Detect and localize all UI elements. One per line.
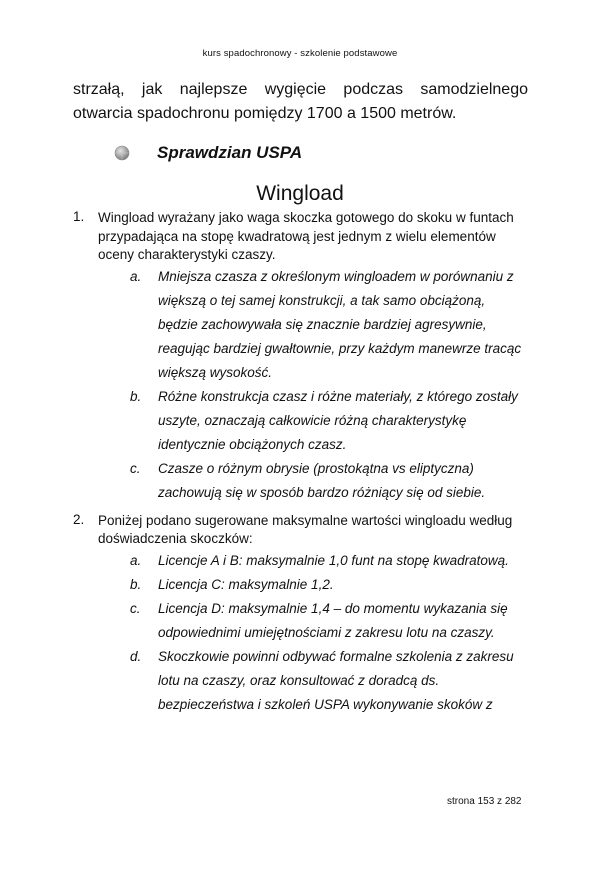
- sub-item-letter: c.: [130, 600, 141, 616]
- list-item-number: 1.: [73, 209, 85, 224]
- sub-list: [130, 265, 528, 505]
- list-item-number: 2.: [73, 511, 85, 527]
- sub-list-item: [130, 645, 528, 717]
- page-number: strona 153 z 282: [447, 796, 522, 807]
- sub-item-letter: b.: [130, 576, 142, 592]
- intro-line-2: otwarcia spadochronu pomiędzy 1700 a 1500 metrów.: [73, 105, 457, 122]
- sub-item-text: Licencja C: maksymalnie 1,2.: [158, 576, 334, 592]
- main-list: [73, 209, 528, 717]
- sub-item-text: Skoczkowie powinni odbywać formalne szkolenia z zakresu lotu na czaszy, oraz konsultować z doradcą ds. bezpieczeństwa i szkoleń USPA wykonywanie skoków z: [158, 648, 514, 712]
- page-title: Wingload: [256, 182, 344, 205]
- sub-item-letter: a.: [130, 552, 142, 568]
- section-title: Sprawdzian USPA: [157, 143, 303, 162]
- list-item: [73, 512, 528, 717]
- sub-item-text: Licencja D: maksymalnie 1,4 – do momentu wykazania się odpowiednimi umiejętnościami z zakresu lotu na czaszy.: [158, 600, 508, 640]
- sub-item-text: Różne konstrukcja czasz i różne materiały, z którego zostały uszyte, oznaczają całkowicie różną charakterystykę identycznie obciążonych czasz.: [158, 388, 518, 452]
- list-item: [73, 209, 528, 505]
- section-heading: [114, 143, 302, 163]
- sub-item-letter: c.: [130, 460, 141, 476]
- sub-item-text: Licencje A i B: maksymalnie 1,0 funt na stopę kwadratową.: [158, 552, 509, 568]
- page-header: kurs spadochronowy - szkolenie podstawowe: [202, 48, 398, 59]
- sub-list-item: [130, 265, 528, 385]
- sub-item-letter: d.: [130, 648, 142, 664]
- list-item-text: Poniżej podano sugerowane maksymalne wartości wingloadu według doświadczenia skoczków:: [98, 512, 513, 546]
- sub-item-text: Mniejsza czasza z określonym wingloadem w porównaniu z większą o tej samej konstrukcji, a tak samo obciążoną, będzie zachowywała się znacznie bardziej agresywnie, reagując bardziej gwałtownie, przy każdym manewrze tracąc większą wysokość.: [158, 268, 522, 380]
- sub-item-text: Czasze o różnym obrysie (prostokątna vs eliptyczna) zachowują się w sposób bardzo różniący się od siebie.: [158, 460, 486, 500]
- intro-line-1: strzałą, jak najlepsze wygięcie podczas samodzielnego: [73, 81, 528, 98]
- sub-list: [130, 549, 528, 717]
- sub-item-letter: a.: [130, 268, 142, 284]
- grey-circle-bullet-icon: [114, 145, 130, 161]
- sub-list-item: [130, 573, 528, 597]
- intro-paragraph: [73, 78, 528, 126]
- list-item-text: Wingload wyrażany jako waga skoczka gotowego do skoku w funtach przypadająca na stopę kwadratową jest jednym z wielu elementów oceny charakterystyki czaszy.: [98, 210, 514, 262]
- sub-list-item: [130, 385, 528, 457]
- sub-item-letter: b.: [130, 388, 142, 404]
- sub-list-item: [130, 597, 528, 645]
- sub-list-item: [130, 549, 528, 573]
- sub-list-item: [130, 457, 528, 505]
